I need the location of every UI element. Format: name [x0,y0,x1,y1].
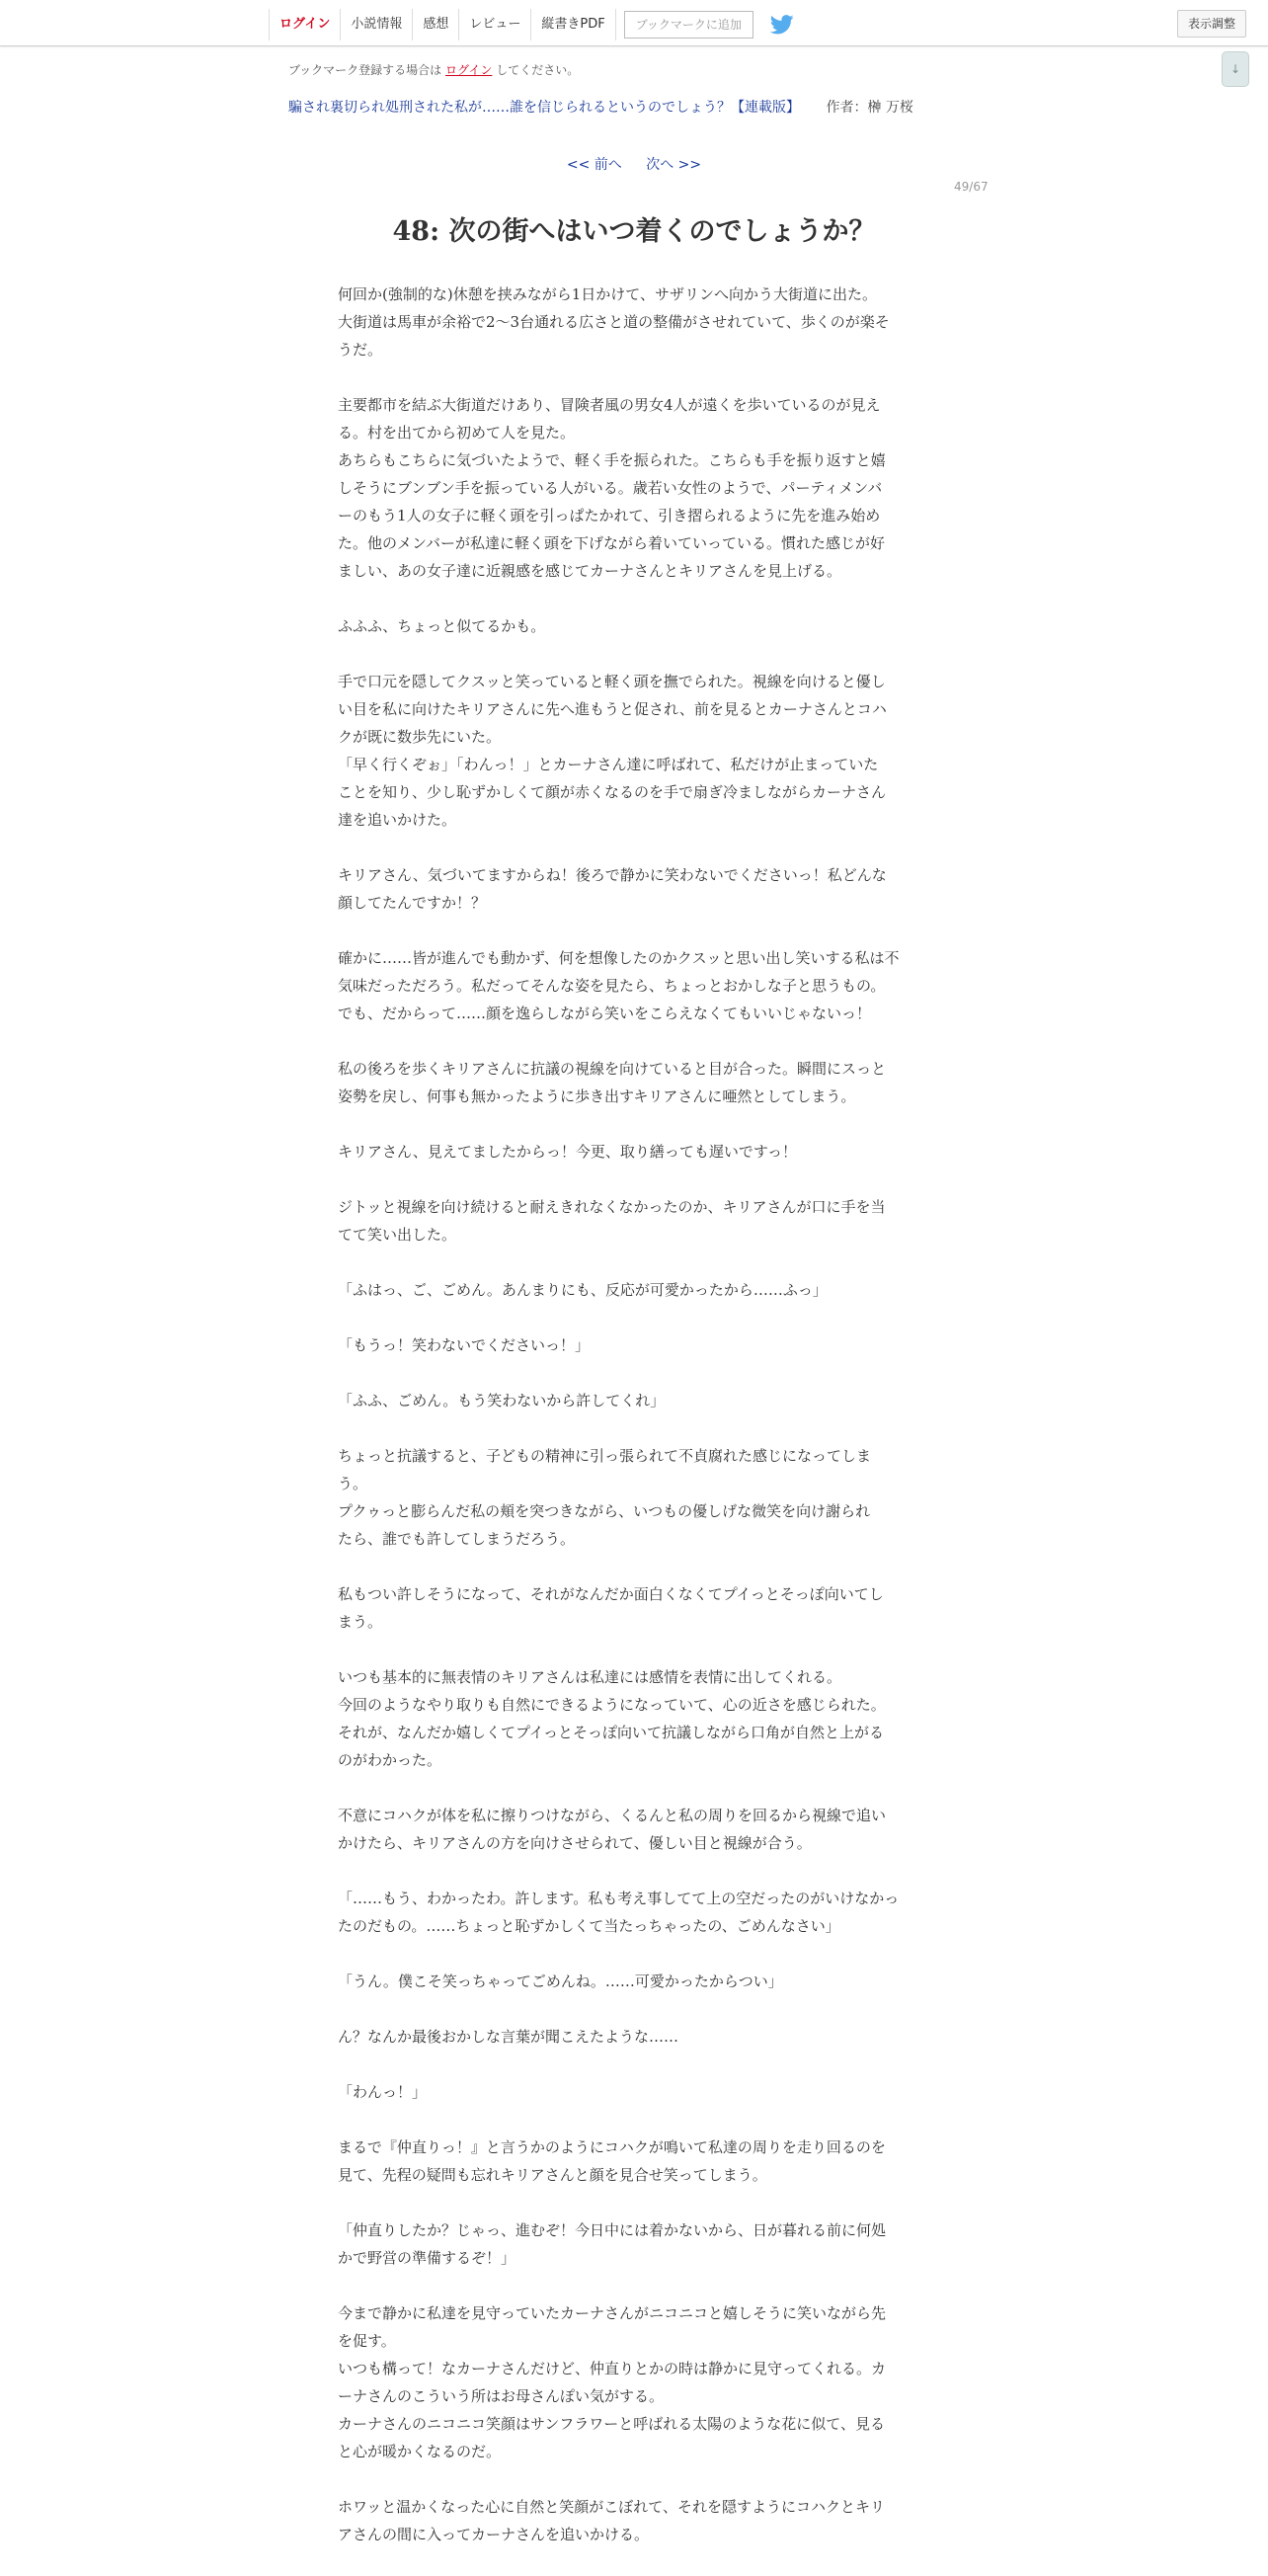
body-line: ましい、あの女子達に近親感を感じてカーナさんとキリアさんを見上げる。 [338,562,842,580]
body-line: 手で口元を隠してクスッと笑っていると軽く頭を撫でられた。視線を向けると優し [338,673,886,690]
body-paragraph [338,2216,930,2272]
impressions-link[interactable]: 感想 [412,9,458,40]
novel-info-link[interactable]: 小説情報 [340,9,412,40]
body-line: 何回か(強制的な)休憩を挟みながら1日かけて、サザリンへ向かう大街道に出た。 [338,285,877,303]
body-line: る。村を出てから初めて人を見た。 [338,424,576,442]
body-paragraph [338,2133,930,2189]
body-line: 今回のようなやり取りも自然にできるようになっていて、心の近さを感じられた。 [338,1696,886,1714]
body-line: 気味だっただろう。私だってそんな姿を見たら、ちょっとおかしな子と思うもの。 [338,977,886,995]
body-line: しそうにブンブン手を振っている人がいる。歳若い女性のようで、パーティメンバ [338,479,883,497]
body-line: 大街道は馬車が余裕で2〜3台通れる広さと道の整備がさせれていて、歩くのが楽そ [338,313,890,331]
body-line: 顔してたんですか！？ [338,894,487,912]
body-line: 姿勢を戻し、何事も無かったように歩き出すキリアさんに唖然としてしまう。 [338,1087,856,1105]
body-line: ーナさんのこういう所はお母さんぽい気がする。 [338,2387,665,2405]
body-line: 確かに……皆が進んでも動かず、何を想像したのかクスッと思い出し笑いする私は不 [338,949,900,967]
body-line: ちょっと抗議すると、子どもの精神に引っ張られて不貞腐れた感じになってしま [338,1447,872,1465]
body-line: でも、だからって……顔を逸らしながら笑いをこらえなくてもいいじゃないっ！ [338,1005,872,1022]
body-paragraph [338,1193,930,1248]
body-line: ふふふ、ちょっと似てるかも。 [338,617,546,635]
body-line: ーのもう1人の女子に軽く頭を引っぱたかれて、引き摺られるように先を進み始め [338,507,881,524]
body-line: 主要都市を結ぶ大街道だけあり、冒険者風の男女4人が遠くを歩いているのが見え [338,396,881,414]
body-line: 「うん。僕こそ笑っちゃってごめんね。……可愛かったからつい」 [338,1972,783,1990]
body-line: うだ。 [338,341,383,359]
next-chapter-link[interactable]: 次へ >> [646,157,702,173]
body-line: かで野営の準備するぞ！」 [338,2249,516,2267]
body-paragraph [338,2493,930,2548]
body-line: た。他のメンバーが私達に軽く頭を下げながら着いていっている。慣れた感じが好 [338,534,885,552]
author-name: 作者：榊 万桜 [826,100,913,116]
novel-title-link[interactable]: 騙され裏切られ処刑された私が……誰を信じられるというのでしょう？【連載版】 [288,100,800,116]
body-line: まるで『仲直りっ！』と言うかのようにコハクが鳴いて私達の周りを走り回るのを [338,2138,886,2156]
body-line: アさんの間に入ってカーナさんを追いかける。 [338,2526,650,2543]
body-line: 不意にコハクが体を私に擦りつけながら、くるんと私の周りを回るから視線で追い [338,1807,887,1824]
twitter-bird-icon[interactable] [769,14,795,36]
body-line: ことを知り、少し恥ずかしくて顔が赤くなるのを手で扇ぎ冷ましながらカーナさん [338,783,887,801]
chapter-pager [0,154,1268,174]
body-line: キリアさん、気づいてますからね！後ろで静かに笑わないでくださいっ！私どんな [338,866,887,884]
body-line: たら、誰でも許してしまうだろう。 [338,1530,576,1548]
body-line: キリアさん、見えてましたからっ！今更、取り繕っても遅いですっ！ [338,1143,798,1161]
body-line: てて笑い出した。 [338,1226,457,1244]
add-bookmark-button[interactable]: ブックマークに追加 [624,11,753,39]
body-paragraph [338,1885,930,1940]
notice-prefix: ブックマーク登録する場合は [288,63,442,77]
body-paragraph [338,1442,930,1553]
body-paragraph [338,281,930,363]
body-line: いつも基本的に無表情のキリアさんは私達には感情を表情に出してくれる。 [338,1668,842,1686]
body-line: ん？なんか最後おかしな言葉が聞こえたような…… [338,2028,679,2046]
body-line: 「ふはっ、ご、ごめん。あんまりにも、反応が可愛かったから……ふっ」 [338,1281,828,1299]
body-line: 見て、先程の疑問も忘れキリアさんと顔を見合せ笑ってしまう。 [338,2166,767,2184]
body-line: まう。 [338,1613,383,1631]
body-line: う。 [338,1475,368,1492]
body-paragraph [338,2299,930,2465]
notice-login-link[interactable]: ログイン [445,63,493,77]
body-line: いつも構って！なカーナさんだけど、仲直りとかの時は静かに見守ってくれる。カ [338,2360,887,2377]
prev-chapter-link[interactable]: << 前へ [566,157,622,173]
body-paragraph [338,2023,930,2051]
body-line: 「早く行くぞぉ」「わんっ！」とカーナさん達に呼ばれて、私だけが止まっていた [338,756,879,773]
body-line: あちらもこちらに気づいたようで、軽く手を振られた。こちらも手を振り返すと嬉 [338,451,886,469]
body-line: 私の後ろを歩くキリアさんに抗議の視線を向けていると目が合った。瞬間にスっと [338,1060,887,1078]
body-paragraph [338,612,930,640]
body-paragraph [338,391,930,585]
body-paragraph [338,668,930,834]
body-paragraph [338,1276,930,1304]
body-line: い目を私に向けたキリアさんに先へ進もうと促され、前を見るとカーナさんとコハ [338,700,887,718]
body-line: カーナさんのニコニコ笑顔はサンフラワーと呼ばれる太陽のような花に似て、見る [338,2415,885,2433]
vertical-pdf-link[interactable]: 縦書きPDF [530,9,615,40]
chapter-title: 48: 次の街へはいつ着くのでしょうか？ [392,216,876,247]
body-line: 私もつい許しそうになって、それがなんだか面白くなくてプイっとそっぽ向いてし [338,1585,884,1603]
body-paragraph [338,1580,930,1636]
login-link[interactable]: ログイン [269,9,340,40]
body-line: のがわかった。 [338,1751,442,1769]
body-line: 「仲直りしたか？じゃっ、進むぞ！今日中には着かないから、日が暮れる前に何処 [338,2221,887,2239]
display-settings-button[interactable]: 表示調整 [1177,10,1246,38]
novel-header [288,97,980,117]
body-paragraph [338,1387,930,1414]
body-line: かけたら、キリアさんの方を向けさせられて、優しい目と視線が合う。 [338,1834,812,1852]
body-paragraph [338,1055,930,1110]
body-line: 「わんっ！」 [338,2083,428,2101]
chapter-body [338,281,930,2576]
body-line: 「……もう、わかったわ。許します。私も考え事してて上の空だったのがいけなかっ [338,1890,900,1907]
body-paragraph [338,1968,930,1995]
body-line: それが、なんだか嬉しくてプイっとそっぽ向いて抗議しながら口角が自然と上がる [338,1724,885,1741]
body-line: プクゥっと膨らんだ私の頬を突つきながら、いつもの優しげな微笑を向け謝られ [338,1502,871,1520]
body-paragraph [338,1138,930,1166]
body-line: 達を追いかけた。 [338,811,457,829]
body-paragraph [338,861,930,917]
body-paragraph [338,1802,930,1857]
page-count: 49/67 [954,180,989,194]
top-nav [269,9,795,40]
body-paragraph [338,1663,930,1774]
body-line: 「もうっ！笑わないでくださいっ！」 [338,1336,591,1354]
body-paragraph [338,1331,930,1359]
twitter-bird-icon-svg [770,15,794,35]
body-paragraph [338,944,930,1027]
body-line: 今まで静かに私達を見守っていたカーナさんがニコニコと嬉しそうに笑いながら先 [338,2304,887,2322]
body-line: ジトッと視線を向け続けると耐えきれなくなかったのか、キリアさんが口に手を当 [338,1198,886,1216]
header-bar [0,0,1268,46]
scroll-down-button[interactable]: ↓ [1222,51,1249,87]
body-line: たのだもの。……ちょっと恥ずかしくて当たっちゃったの、ごめんなさい」 [338,1917,840,1935]
notice-suffix: してください。 [496,63,580,77]
body-line: と心が暖かくなるのだ。 [338,2443,502,2460]
body-line: 「ふふ、ごめん。もう笑わないから許してくれ」 [338,1392,666,1409]
body-line: ホワッと温かくなった心に自然と笑顔がこぼれて、それを隠すようにコハクとキリ [338,2498,885,2516]
body-line: を促す。 [338,2332,396,2350]
body-paragraph [338,2078,930,2106]
review-link[interactable]: レビュー [458,9,530,40]
body-line: クが既に数歩先にいた。 [338,728,502,746]
bookmark-login-notice [288,61,579,78]
